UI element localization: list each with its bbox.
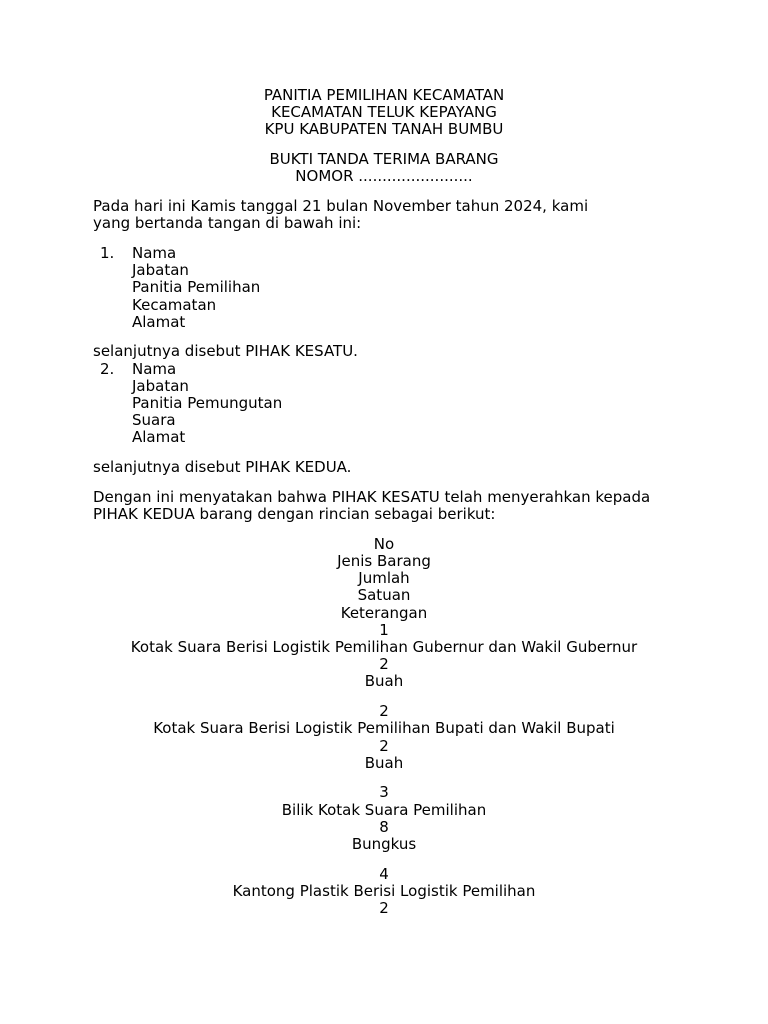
row-quantity: 2	[379, 736, 389, 755]
table-header-remarks: Keterangan	[340, 603, 428, 622]
header-line-district: KECAMATAN TELUK KEPAYANG	[271, 103, 497, 122]
header-line-regency: KPU KABUPATEN TANAH BUMBU	[264, 120, 504, 139]
statement-paragraph	[93, 489, 675, 523]
party-1-position-label: Jabatan	[132, 261, 189, 280]
party-1-position-line-2: Kecamatan	[132, 295, 217, 314]
document-title-block	[93, 151, 675, 185]
row-item: Kotak Suara Berisi Logistik Pemilihan Gubernur dan Wakil Gubernur	[130, 637, 638, 656]
party-1-number: 1.	[100, 243, 115, 262]
table-header-unit: Satuan	[357, 586, 411, 605]
row-item: Kantong Plastik Berisi Logistik Pemilihan	[232, 881, 536, 900]
row-number: 3	[379, 783, 389, 802]
party-2-details	[93, 361, 675, 447]
intro-line-1: Pada hari ini Kamis tanggal 21 bulan November tahun 2024, kami	[93, 197, 589, 216]
party-2-number: 2.	[100, 359, 115, 378]
row-quantity: 8	[379, 817, 389, 836]
row-item: Bilik Kotak Suara Pemilihan	[281, 800, 487, 819]
document-header	[93, 87, 675, 139]
party-1-position-line-1: Panitia Pemilihan	[132, 278, 261, 297]
table-row	[93, 866, 675, 918]
table-header-no: No	[373, 534, 395, 553]
row-quantity: 2	[379, 655, 389, 674]
intro-line-2: yang bertanda tangan di bawah ini:	[93, 214, 362, 233]
row-unit: Buah	[364, 753, 404, 772]
intro-paragraph	[93, 198, 675, 232]
row-number: 1	[379, 620, 389, 639]
table-row	[93, 703, 675, 772]
row-number: 2	[379, 702, 389, 721]
row-quantity: 2	[379, 899, 389, 918]
row-item: Kotak Suara Berisi Logistik Pemilihan Bupati dan Wakil Bupati	[153, 719, 615, 738]
row-unit: Buah	[364, 672, 404, 691]
party-2-address-label: Alamat	[132, 428, 186, 447]
row-number: 4	[379, 864, 389, 883]
party-2-name-label: Nama	[132, 359, 177, 378]
party-2-position-line-1: Panitia Pemungutan	[132, 394, 283, 413]
table-header-item: Jenis Barang	[337, 551, 431, 570]
table-row	[93, 784, 675, 853]
items-table	[93, 536, 675, 918]
table-row	[93, 622, 675, 691]
header-line-committee: PANITIA PEMILIHAN KECAMATAN	[263, 86, 505, 104]
party-1-designation: selanjutnya disebut PIHAK KESATU.	[93, 342, 358, 361]
party-1-name-label: Nama	[132, 243, 177, 262]
table-header-quantity: Jumlah	[358, 569, 410, 588]
party-2-position-line-2: Suara	[132, 411, 176, 430]
document-number: NOMOR ........................	[295, 167, 473, 186]
document-title: BUKTI TANDA TERIMA BARANG	[269, 150, 499, 169]
row-unit: Bungkus	[351, 835, 417, 854]
document-page	[93, 87, 675, 917]
party-1-details	[93, 245, 675, 331]
party-2-position-label: Jabatan	[132, 376, 189, 395]
statement-line-2: PIHAK KEDUA barang dengan rincian sebagai berikut:	[93, 505, 496, 524]
party-1-address-label: Alamat	[132, 312, 186, 331]
statement-line-1: Dengan ini menyatakan bahwa PIHAK KESATU telah menyerahkan kepada	[93, 487, 651, 506]
party-2-designation: selanjutnya disebut PIHAK KEDUA.	[93, 458, 352, 477]
